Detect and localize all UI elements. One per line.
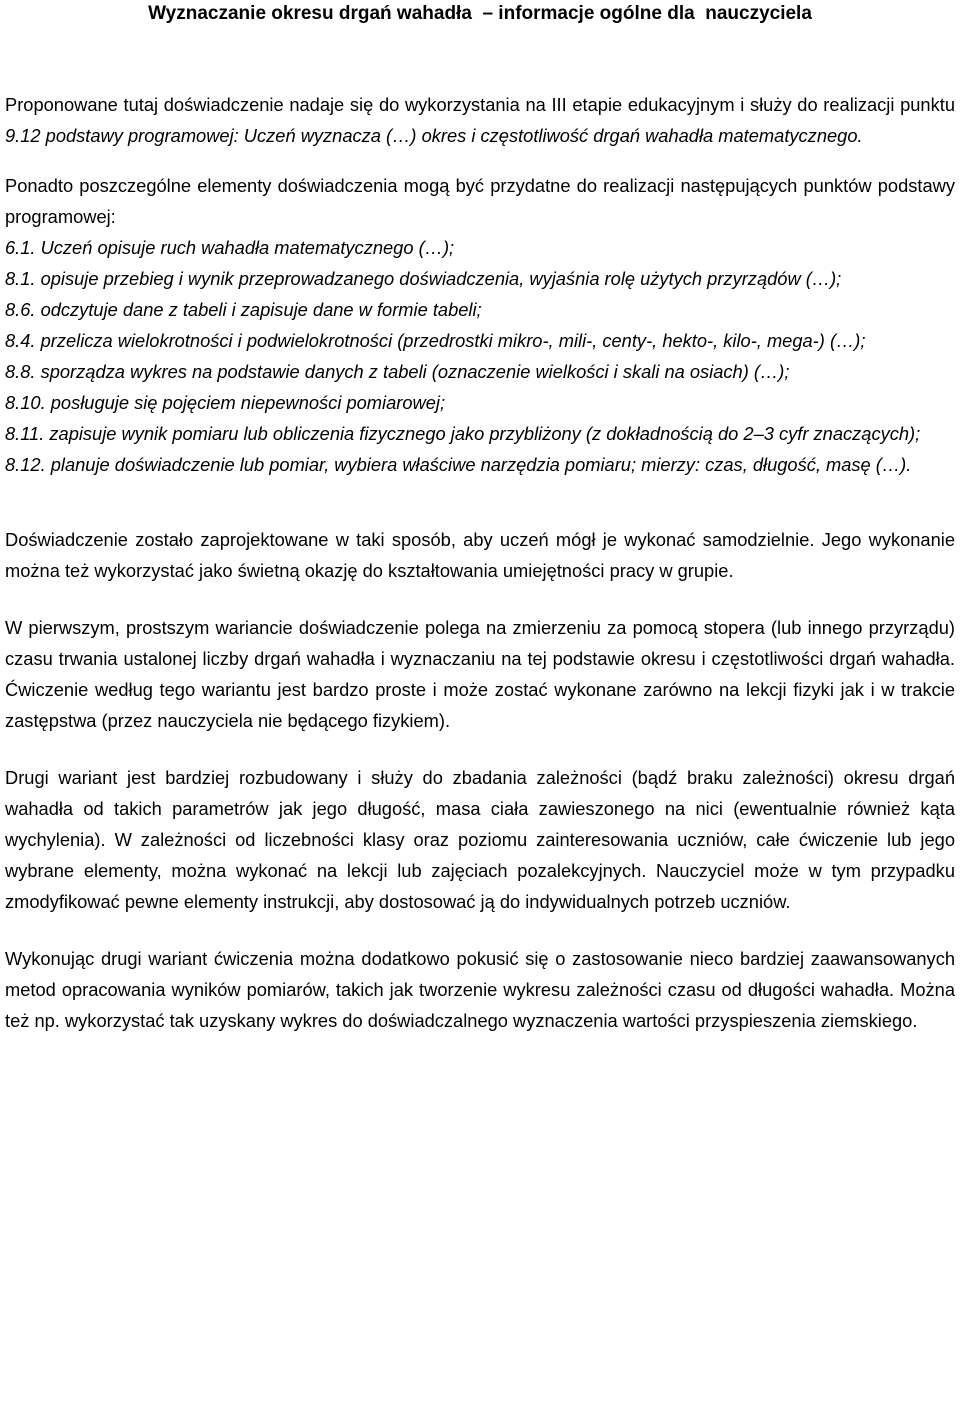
- body-paragraph-3: Drugi wariant jest bardziej rozbudowany i służy do zbadania zależności (bądź braku zależności) okresu drgań wahadła od takich parametrów jak jego długość, masa ciała zawieszonego na nici (ewentualnie również kąta wychylenia). W zależności od liczebności klasy oraz poziomu zainteresowania uczniów, całe ćwiczenie lub jego wybrane elementy, można wykonać na lekcji lub zajęciach pozalekcyjnych. Nauczyciel może w tym przypadku zmodyfikować pewne elementy instrukcji, aby dostosować ją do indywidualnych potrzeb uczniów.: [5, 767, 955, 912]
- intro-curriculum-reference: 9.12 podstawy programowej: Uczeń wyznacza (…) okres i częstotliwość drgań wahadła matematycznego.: [5, 125, 863, 146]
- body-paragraph-4: Wykonując drugi wariant ćwiczenia można dodatkowo pokusić się o zastosowanie nieco bardziej zaawansowanych metod opracowania wyników pomiarów, takich jak tworzenie wykresu zależności czasu od długości wahadła. Można też np. wykorzystać tak uzyskany wykres do doświadczalnego wyznaczenia wartości przyspieszenia ziemskiego.: [5, 948, 955, 1031]
- curriculum-item: 8.12. planuje doświadczenie lub pomiar, wybiera właściwe narzędzia pomiaru; mierzy: czas, długość, masę (…).: [5, 454, 912, 475]
- document-page: [5, 0, 955, 1036]
- intro-lead: Proponowane tutaj doświadczenie nadaje się do wykorzystania na III etapie edukacyjnym i służy do realizacji punktu: [5, 94, 955, 115]
- curriculum-item: 6.1. Uczeń opisuje ruch wahadła matematycznego (…);: [5, 237, 455, 258]
- curriculum-points-intro: Ponadto poszczególne elementy doświadczenia mogą być przydatne do realizacji następujących punktów podstawy programowej:: [5, 175, 955, 227]
- curriculum-item: 8.11. zapisuje wynik pomiaru lub obliczenia fizycznego jako przybliżony (z dokładnością do 2–3 cyfr znaczących);: [5, 423, 921, 444]
- curriculum-item: 8.10. posługuje się pojęciem niepewności pomiarowej;: [5, 392, 446, 413]
- curriculum-item: 8.1. opisuje przebieg i wynik przeprowadzanego doświadczenia, wyjaśnia rolę użytych przyrządów (…);: [5, 268, 842, 289]
- body-paragraph-2: W pierwszym, prostszym wariancie doświadczenie polega na zmierzeniu za pomocą stopera (lub innego przyrządu) czasu trwania ustalonej liczby drgań wahadła i wyznaczaniu na tej podstawie okresu i częstotliwości drgań wahadła. Ćwiczenie według tego wariantu jest bardzo proste i może zostać wykonane zarówno na lekcji fizyki jak i w trakcie zastępstwa (przez nauczyciela nie będącego fizykiem).: [5, 617, 955, 731]
- curriculum-item: 8.8. sporządza wykres na podstawie danych z tabeli (oznaczenie wielkości i skali na osiach) (…);: [5, 361, 790, 382]
- body-paragraph-1: Doświadczenie zostało zaprojektowane w taki sposób, aby uczeń mógł je wykonać samodzielnie. Jego wykonanie można też wykorzystać jako świetną okazję do kształtowania umiejętności pracy w grupie.: [5, 529, 955, 581]
- document-title: Wyznaczanie okresu drgań wahadła – informacje ogólne dla nauczyciela: [148, 3, 812, 24]
- intro-paragraph: [5, 89, 955, 151]
- curriculum-item: 8.4. przelicza wielokrotności i podwielokrotności (przedrostki mikro-, mili-, centy-, hekto-, kilo-, mega-) (…);: [5, 330, 866, 351]
- curriculum-item: 8.6. odczytuje dane z tabeli i zapisuje dane w formie tabeli;: [5, 299, 482, 320]
